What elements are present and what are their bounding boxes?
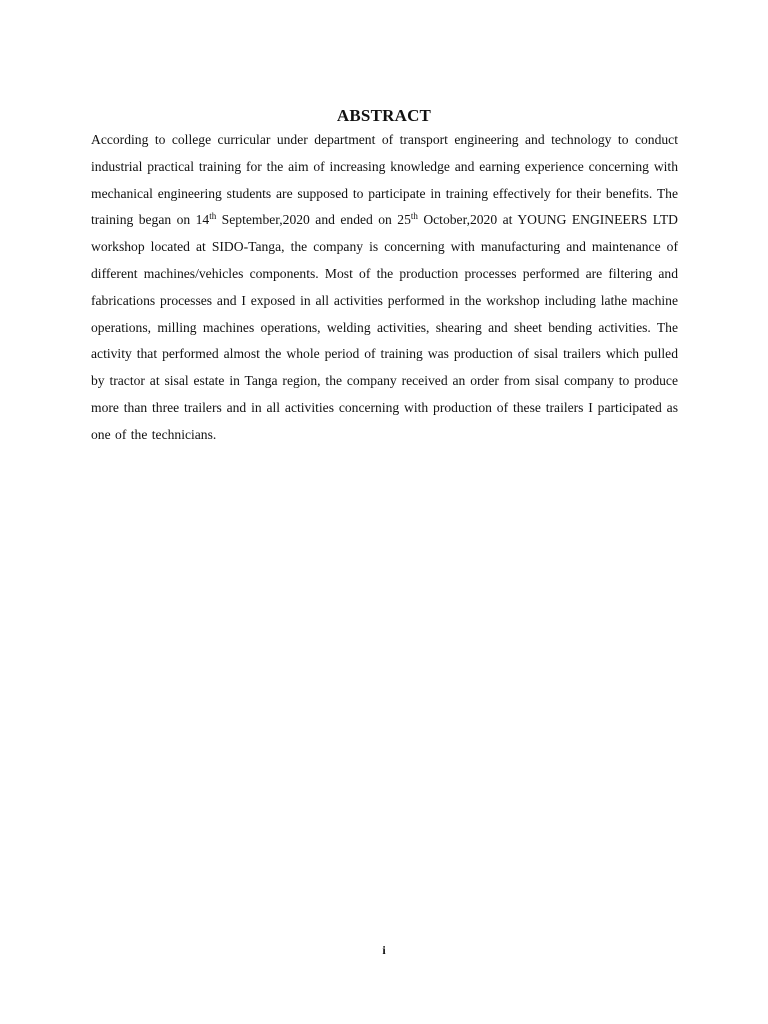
abstract-paragraph [91,127,678,449]
abstract-text-part-3: October,2020 at YOUNG ENGINEERS LTD workshop located at SIDO-Tanga, the company is concerning with manufacturing and maintenance of different machines/vehicles components. Most of the production processes performed are filtering and fabrications processes and I exposed in all activities performed in the workshop including lathe machine operations, milling machines operations, welding activities, shearing and sheet bending activities. The activity that performed almost the whole period of training was production of sisal trailers which pulled by tractor at sisal estate in Tanga region, the company received an order from sisal company to produce more than three trailers and in all activities concerning with production of these trailers I participated as one of the technicians. [91,212,678,442]
abstract-text-part-2: September,2020 and ended on 25 [216,212,411,228]
page-number: i [382,943,386,957]
ordinal-suffix-1: th [209,211,217,222]
abstract-text-part-1: According to college curricular under department of transport engineering and technology to conduct industrial practical training for the aim of increasing knowledge and earning experience concerning with mechanical engineering students are supposed to participate in training effectively for their benefits. The training began on 14 [91,132,678,228]
page-title: ABSTRACT [336,106,432,125]
ordinal-suffix-2: th [410,211,418,222]
